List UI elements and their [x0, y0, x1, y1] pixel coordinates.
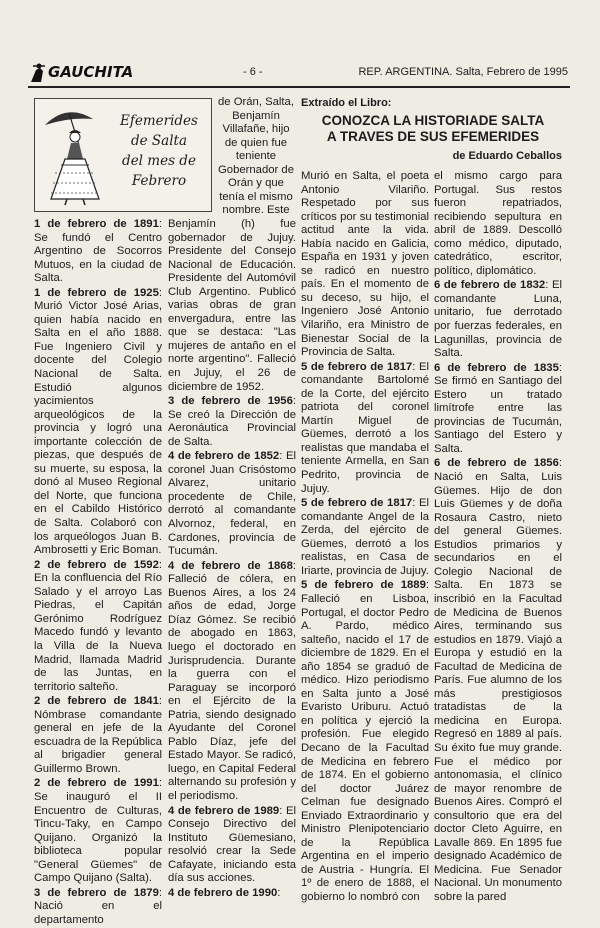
efemeride-entry — [168, 218, 296, 394]
column-3 — [301, 170, 429, 906]
entry-text: : Murió Victor José Arias, quien había nacido en Salta en el año 1888. Fue Ingeniero Civil y docente del Colegio Nacional de Salta. Estudió algunos yacimientos arqueológicos de la provincia y logró una importante colección de piezas, que después de su muerte, su esposa, la donó al Museo Regional del Norte, que funciona en el Cabildo Histórico de Salta. Colaboró con los arqueólogos Juan B. Ambrosetti y Eric Boman. — [34, 286, 162, 557]
entry-date: 2 de febrero de 1841 — [34, 695, 159, 708]
efemeride-entry — [168, 450, 296, 558]
entry-date: 5 de febrero de 1817 — [301, 497, 413, 510]
gaucho-figure-icon — [28, 62, 50, 84]
entry-text: el mismo cargo para Portugal. Sus restos fueron repatriados, recibiendo sepultura en abril de 1889. Descolló como médico, diputado, catedrático, escritor, político, diplomático. — [434, 170, 562, 277]
entry-text: : Se creó la Dirección de Aeronáutica Provincial de Salta. — [168, 395, 296, 448]
entry-date: 3 de febrero de 1956 — [168, 395, 293, 408]
efemeride-entry — [434, 362, 562, 457]
efemeride-entry — [34, 218, 162, 286]
efemeride-entry — [168, 395, 296, 449]
efemeride-entry — [301, 361, 429, 496]
entry-text: : Se inauguró el II Encuentro de Culturas, Tincu-Taky, en Campo Quijano. Organizó la biblioteca popular "General Güemes" de Campo Quijano (Salta). — [34, 777, 162, 885]
efemeride-entry — [301, 497, 429, 578]
column-4 — [434, 170, 562, 906]
headline — [301, 113, 565, 145]
header-rule — [28, 86, 570, 88]
entry-date: 1 de febrero de 1925 — [34, 286, 159, 299]
efemeride-entry — [301, 170, 429, 360]
efemeride-entry — [34, 695, 162, 776]
column-2 — [168, 218, 296, 901]
byline: de Eduardo Ceballos — [452, 150, 562, 162]
column-1 — [34, 218, 162, 928]
efemeride-entry — [34, 887, 162, 928]
entry-text: : Nació en el departamento — [34, 886, 162, 926]
lady-with-umbrella-icon — [39, 103, 109, 207]
entry-text: : El coronel Juan Crisóstomo Alvarez, unitario procedente de Chile, derrotó al comandante Alvornoz, federal, en Cardones, provincia de Tucumán. — [168, 450, 296, 558]
entry-text: : Falleció de cólera, en Buenos Aires, a los 24 años de edad, Jorge Díaz Gómez. Se recibió de abogado en 1863, luego el doctorado en Jurisprudencia. Durante la guerra con el Paraguay se incorporó en el Ejército de la Patria, siendo designado Ayudante del Coronel Pablo Díaz, jefe del Estado Mayor. Se radicó, luego, en Capital Federal alternando su profesión y el periodismo. — [168, 559, 296, 802]
entry-text: : El comandante Bartolomé de la Corte, del ejército patriota del coronel Martín Miguel de Güemes, derrotó a los realistas que mandaba el teniente Armella, en San Pedrito, provincia de Jujuy. — [301, 360, 429, 495]
entry-date: 2 de febrero de 1592 — [34, 558, 159, 571]
efemerides-title — [109, 111, 209, 191]
entry-date: 6 de febrero de 1835 — [434, 361, 559, 374]
entry-date: 3 de febrero de 1879 — [34, 886, 159, 899]
entry-text: : El Consejo Directivo del Instituto Güemesiano, resolvió crear la Sede Cafayate, iniciando esta día sus acciones. — [168, 804, 296, 885]
entry-text: : Se firmó en Santiago del Estero un tratado limítrofe entre las provincias de Tucumán, Santiago del Estero y Salta. — [434, 361, 562, 455]
efemeride-entry — [434, 457, 562, 904]
title-line: de Salta — [130, 133, 187, 149]
efemeride-entry — [168, 805, 296, 886]
title-line: Febrero — [131, 173, 187, 189]
entry-text: : Falleció en Lisboa, Portugal, el doctor Pedro A. Pardo, médico salteño, nacido el 17 de diciembre de 1829. En el año 1854 se graduó de médico. Hizo periodismo en Salta junto a José Evaristo Uriburu. Actuó en política y ejerció la profesión. Fue elegido Decano de la Facultad de Medicina en febrero de 1874. En el gobierno del doctor Juárez Celman fue designado Enviado Extraordinario y Ministro Plenipotenciario de la República Argentina en el imperio de Austria - Hungría. El 1º de enero de 1888, el gobierno lo nombró con — [301, 579, 429, 903]
gauchita-logo — [28, 62, 143, 84]
entry-date: 4 de febrero de 1989 — [168, 804, 280, 817]
entry-text: : El comandante Luna, unitario, fue derrotado por fuerzas federales, en Lagunillas, provincia de Salta. — [434, 279, 562, 360]
entry-date: 6 de febrero de 1832 — [434, 279, 546, 292]
efemeride-entry — [301, 579, 429, 904]
title-line: Efemerides — [120, 113, 198, 129]
efemeride-entry — [34, 777, 162, 885]
headline-line: A TRAVES DE SUS EFEMERIDES — [326, 129, 540, 144]
entry-date: 6 de febrero de 1856 — [434, 457, 559, 470]
entry-text: : Nació en Salta, Luis Güemes. Hijo de don Luis Güemes y de doña Rosaura Castro, nieto del general Güemes. Estudios primarios y secundarios en el Colegio Nacional de Salta. En 1873 se inscribió en la Facultad de Medicina de Buenos Aires, terminando sus estudios en 1879. Viajó a Europa y estudió en la Facultad de Medicina de París. Fue alumno de los más prestigiosos tratadistas de la medicina en Europa. Regresó en 1889 al país. Su éxito fue muy grande. Fue el médico por antonomasia, el clínico de mayor renombre de Buenos Aires. Compró el consultorio que era del doctor Cleto Aguirre, en Lavalle 869. En 1895 fue designado Académico de Medicina. Fue Senador Nacional. Un monumento sobre la pared — [434, 457, 562, 903]
column-2-top: de Orán, Salta, Benjamín Villafañe, hijo de quien fue teniente Gobernador de Orán y que tenía el mismo nombre. Este — [218, 96, 294, 217]
efemeride-entry — [168, 887, 296, 901]
efemeride-entry — [434, 279, 562, 360]
entry-text: : En la confluencia del Río Salado y el arroyo Las Piedras, el Capitán Gerónimo Rodríguez Macedo fundó y levanto la Villa de la Nueva Madrid, llamada Madrid de las Juntas, en territorio salteño. — [34, 558, 162, 693]
entry-date: 5 de febrero de 1889 — [301, 579, 426, 592]
dateline: REP. ARGENTINA. Salta, Febrero de 1995 — [358, 66, 568, 78]
entry-text: : Se fundó el Centro Argentino de Socorros Mutuos, en la ciudad de Salta. — [34, 218, 162, 285]
title-line: del mes de — [122, 153, 196, 169]
efemeride-entry — [34, 559, 162, 694]
entry-text: Murió en Salta, el poeta Antonio Vilariño. Respetado por sus críticos por su testimonial actitud ante la vida. Había nacido en Galicia, España en 1931 y joven se radicó en nuestro país. En el momento de su deceso, su hijo, el Ingeniero José Antonio Vilariño, era Ministro de Bienestar Social de la Provincia de Salta. — [301, 170, 429, 359]
entry-text: Benjamín (h) fue gobernador de Jujuy. Presidente del Consejo Nacional de Educación. Presidente del Automóvil Club Argentino. Publicó varias obras de gran envergadura, entre las que se destaca: "Las mujeres de antaño en el norte argentino". Falleció en Jujuy, el 26 de diciembre de 1952. — [168, 218, 296, 393]
entry-date: 2 de febrero de 1991 — [34, 777, 159, 790]
entry-date: 4 de febrero de 1990 — [168, 886, 278, 899]
page-header — [28, 62, 568, 84]
efemeride-entry — [34, 287, 162, 558]
page-number: - 6 - — [243, 66, 263, 78]
headline-line: CONOZCA LA HISTORIADE SALTA — [321, 113, 545, 128]
logo-text: GAUCHITA — [48, 63, 134, 81]
extract-label: Extraído el Libro: — [301, 97, 392, 109]
entry-date: 5 de febrero de 1817 — [301, 360, 413, 373]
entry-date: 4 de febrero de 1852 — [168, 450, 280, 463]
entry-text: : Nómbrase comandante general en jefe de la escuadra de la República al brigadier general Guillermo Brown. — [34, 695, 162, 775]
entry-text: : — [277, 886, 281, 899]
efemeride-entry — [434, 170, 562, 278]
entry-text: : El comandante Angel de la Zerda, del ejército de Güemes, derrotó a los realistas, en Casa de Iriarte, provincia de Jujuy. — [301, 497, 429, 577]
entry-date: 4 de febrero de 1868 — [168, 559, 293, 572]
efemerides-box — [34, 98, 212, 212]
efemeride-entry — [168, 560, 296, 804]
entry-date: 1 de febrero de 1891 — [34, 218, 159, 230]
